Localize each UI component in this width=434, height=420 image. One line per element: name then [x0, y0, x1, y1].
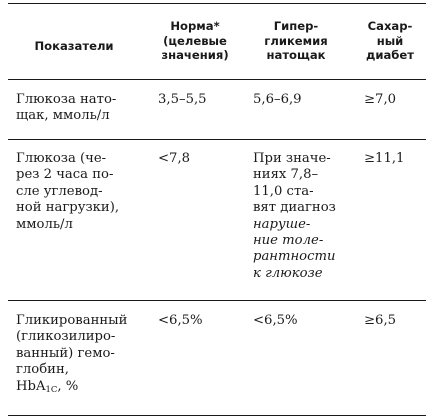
row3-hyperglycemia: <6,5%	[253, 313, 298, 328]
row2-indicator: Глюкоза (че- рез 2 часа по- сле углевод- ной нагрузки), ммоль/л	[16, 151, 120, 232]
row1-diabetes: ≥7,0	[364, 92, 397, 107]
table-top-rule	[8, 3, 426, 4]
header-indicators: Показатели	[34, 39, 114, 53]
row3-norm: <6,5%	[158, 313, 203, 328]
header-bottom-rule	[8, 79, 426, 80]
header-norm: Норма* (целевые значения)	[161, 19, 229, 63]
row-divider-2	[8, 300, 426, 301]
table-bottom-rule	[8, 415, 426, 416]
row1-norm: 3,5–5,5	[158, 92, 207, 107]
row1-hyperglycemia: 5,6–6,9	[253, 92, 302, 107]
row-divider-1	[8, 139, 426, 140]
row2-hyperglycemia: При значе- ниях 7,8– 11,0 ста- вят диагноз наруше- ние толе- рантности к глюкозе	[253, 151, 336, 281]
header-diabetes: Сахар- ный диабет	[366, 19, 414, 63]
row1-indicator: Глюкоза нато- щак, ммоль/л	[16, 92, 117, 124]
row2-norm: <7,8	[158, 151, 191, 166]
row2-diabetes: ≥11,1	[364, 151, 405, 166]
row3-diabetes: ≥6,5	[364, 313, 397, 328]
header-fasting-hyperglycemia: Гипер- гликемия натощак	[264, 19, 328, 63]
row3-indicator: Гликированный (гликозилиро- ванный) гемо- глобин, HbA$_{1C}$, %	[16, 313, 127, 398]
hba1c-label: HbA$_{1C}$, %	[16, 378, 79, 395]
